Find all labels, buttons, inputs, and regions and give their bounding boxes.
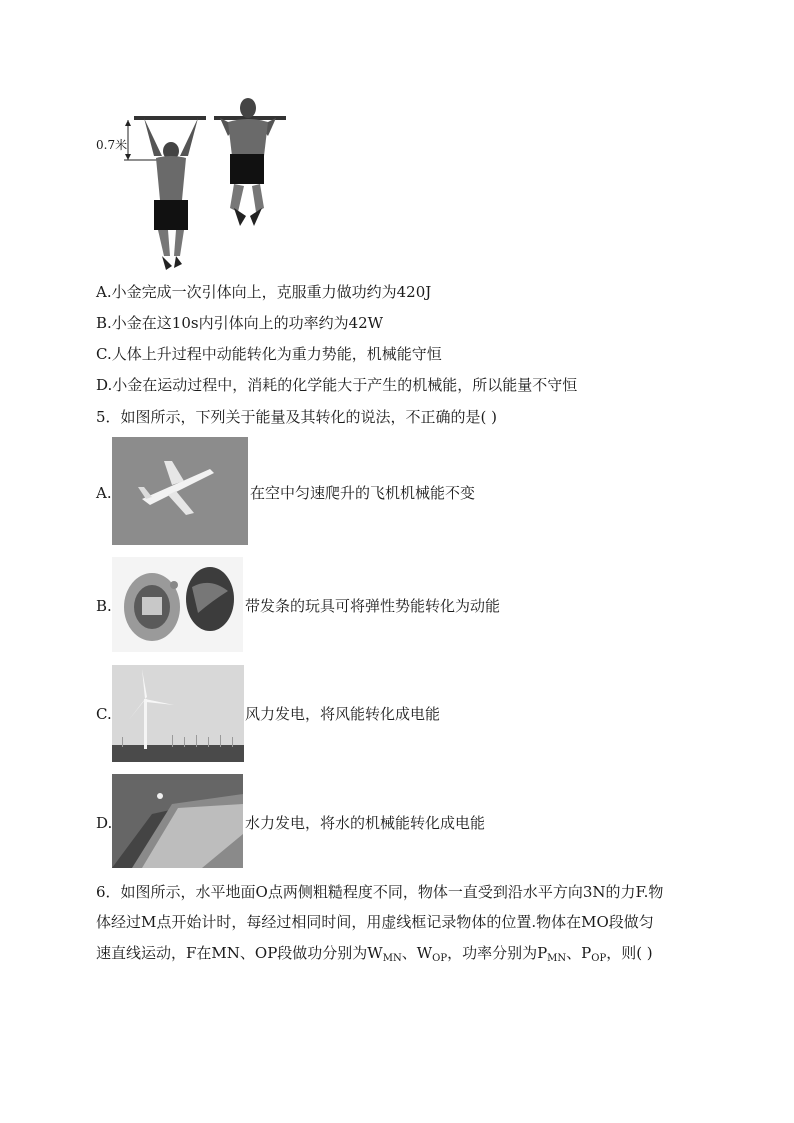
q5-stem: 5．如图所示，下列关于能量及其转化的说法，不正确的是( ) <box>96 408 498 426</box>
q5-option-a-text: 在空中匀速爬升的飞机机械能不变 <box>250 484 476 502</box>
q6-line-3-part-b: ，功率分别为P <box>447 944 548 962</box>
q5-option-a-letter: A. <box>96 484 112 502</box>
wind-turbine-icon <box>112 665 244 762</box>
q6-sep-2: 、P <box>566 944 592 962</box>
q4-option-d: D.小金在运动过程中，消耗的化学能大于产生的机械能，所以能量不守恒 <box>96 376 578 394</box>
w-mn-subscript: MN <box>382 953 402 964</box>
wind-up-toy-image <box>112 557 243 652</box>
q5-option-b-letter: B. <box>96 597 112 615</box>
pullup-figure <box>96 96 296 271</box>
q4-option-a: A.小金完成一次引体向上，克服重力做功约为420J <box>96 283 432 301</box>
dam-icon <box>112 774 243 868</box>
q6-line-1: 6．如图所示，水平地面O点两侧粗糙程度不同，物体一直受到沿水平方向3N的力F.物 <box>96 883 664 901</box>
q4-option-c: C.人体上升过程中动能转化为重力势能，机械能守恒 <box>96 345 442 363</box>
q6-line-2: 体经过M点开始计时，每经过相同时间，用虚线框记录物体的位置.物体在MO段做匀 <box>96 913 654 931</box>
q4-option-b: B.小金在这10s内引体向上的功率约为42W <box>96 314 384 332</box>
q6-sep: 、W <box>401 944 433 962</box>
p-mn-subscript: MN <box>547 953 567 964</box>
toy-icon <box>112 557 243 652</box>
q5-option-c-text: 风力发电，将风能转化成电能 <box>245 705 441 723</box>
q6-line-3-part-a: 速直线运动，F在MN、OP段做功分别为W <box>96 944 383 962</box>
q5-option-d-text: 水力发电，将水的机械能转化成电能 <box>245 814 486 832</box>
height-label: 0.7米 <box>96 138 128 152</box>
airplane-icon <box>112 437 248 545</box>
q5-option-c-letter: C. <box>96 705 112 723</box>
q6-line-3 <box>96 943 653 969</box>
hydropower-image <box>112 774 243 868</box>
pullup-illustration <box>96 96 296 271</box>
q6-line-3-part-c: ，则( ) <box>606 944 653 962</box>
wind-turbine-image <box>112 665 244 762</box>
p-op-subscript: OP <box>591 953 607 964</box>
q5-option-b-text: 带发条的玩具可将弹性势能转化为动能 <box>245 597 501 615</box>
q5-option-d-letter: D. <box>96 814 113 832</box>
airplane-image <box>112 437 248 545</box>
w-op-subscript: OP <box>432 953 448 964</box>
